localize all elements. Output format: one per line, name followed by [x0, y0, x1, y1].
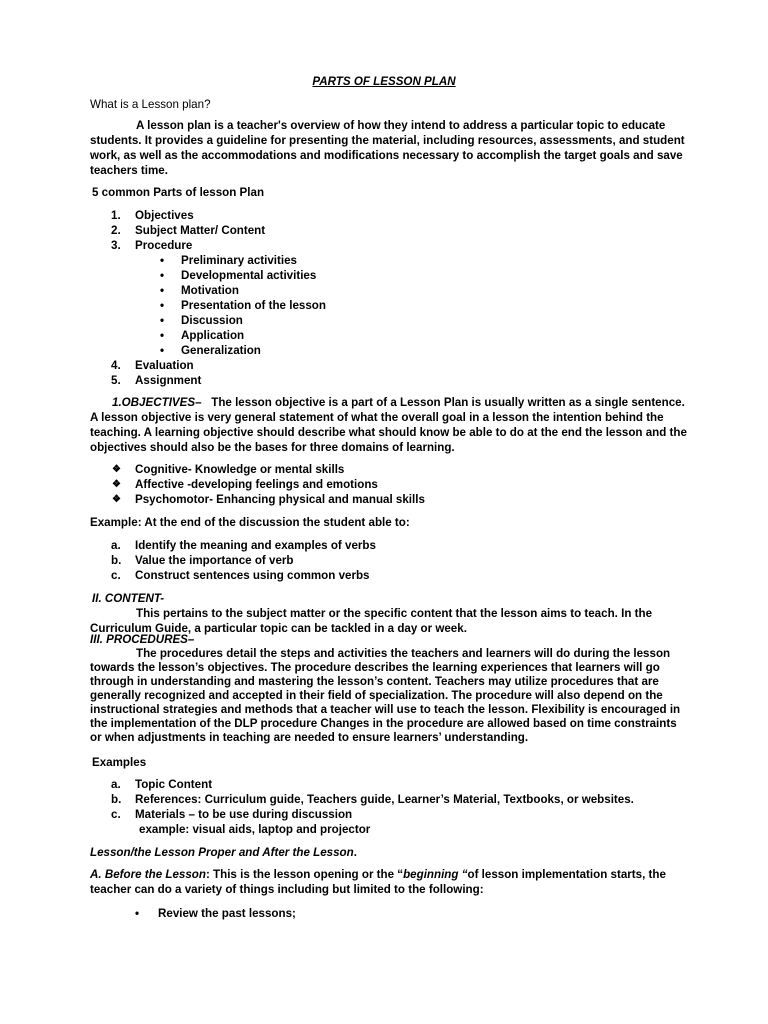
- before-lesson-heading: A. Before the Lesson: [90, 868, 206, 881]
- example-mark: b.: [111, 554, 122, 567]
- procedure-item-text: Developmental activities: [181, 269, 317, 282]
- procedures-heading: III. PROCEDURES–: [90, 633, 195, 646]
- part-number: 5.: [111, 374, 121, 387]
- procedure-sublist: [90, 253, 690, 358]
- examples-text: Materials – to be use during discussion: [135, 808, 353, 821]
- procedure-item: [90, 253, 690, 268]
- domains-list: [90, 462, 690, 507]
- example-mark: a.: [111, 539, 121, 552]
- examples-mark: a.: [111, 778, 121, 791]
- objectives-text: The lesson objective is a part of a Lesson Plan is usually written as a single sentence. A lesson objective is very general statement of what the overall goal in a lesson the intention behind the teaching. A learning objective should describe what should know be able to do at the end the lesson and the objectives should also be the bases for three domains of learning.: [90, 396, 687, 454]
- part-label: Evaluation: [135, 359, 194, 372]
- part-label: Assignment: [135, 374, 202, 387]
- page-title: PARTS OF LESSON PLAN: [312, 75, 456, 88]
- bullet-icon: •: [160, 344, 165, 357]
- procedure-item-text: Discussion: [181, 314, 243, 327]
- example-list: [90, 538, 690, 583]
- before-lesson-item-text: Review the past lessons;: [158, 907, 296, 920]
- lesson-proper-heading-text: Lesson/the Lesson Proper and After the Lesson: [90, 846, 354, 859]
- common-parts-heading-text: 5 common Parts of lesson Plan: [92, 186, 265, 199]
- examples-text: References: Curriculum guide, Teachers guide, Learner’s Material, Textbooks, or websites.: [135, 793, 634, 806]
- bullet-icon: •: [160, 284, 165, 297]
- bullet-icon: •: [160, 254, 165, 267]
- bullet-icon: •: [160, 329, 165, 342]
- definition-paragraph: [90, 118, 690, 178]
- before-lesson-text-1: : This is the lesson opening or the “: [205, 868, 404, 881]
- examples-list: [90, 777, 690, 837]
- materials-example: example: visual aids, laptop and projector: [139, 823, 371, 836]
- example-text: Identify the meaning and examples of verbs: [135, 539, 376, 552]
- examples-item: [90, 807, 690, 822]
- part-item: [90, 358, 690, 373]
- part-number: 4.: [111, 359, 121, 372]
- part-number: 3.: [111, 239, 121, 252]
- definition-text: A lesson plan is a teacher's overview of how they intend to address a particular topic to educate students. It provides a guideline for presenting the material, including resources, assessments, and student work, as well as the accommodations and modifications necessary to accomplish the target goals and save teachers time.: [90, 119, 685, 177]
- domain-item: [90, 462, 690, 477]
- procedures-text: The procedures detail the steps and activities the teachers and learners will do during the lesson towards the lesson’s objectives. The procedure describes the learning experiences that learners will go through in understanding and mastering the lesson’s content. Teachers may utilize procedures that are generally recognized and accepted in their field of specialization. The procedure will also depend on the instructional strategies and methods that a teacher will use to teach the lesson. Flexibility is encouraged in the implementation of the DLP procedure Changes in the procedure are allowed based on time constraints or when adjustments in teaching are needed to ensure learners’ understanding.: [90, 647, 681, 744]
- procedure-item: [90, 283, 690, 298]
- part-item: [90, 238, 690, 358]
- procedure-item-text: Preliminary activities: [181, 254, 297, 267]
- example-text: Construct sentences using common verbs: [135, 569, 370, 582]
- part-label: Objectives: [135, 209, 194, 222]
- domain-item: [90, 492, 690, 507]
- procedures-section: [90, 632, 690, 745]
- bullet-icon: •: [160, 269, 165, 282]
- content-heading: II. CONTENT-: [92, 592, 165, 605]
- diamond-bullet-icon: ❖: [112, 494, 121, 505]
- examples-item: [90, 777, 690, 792]
- part-item: [90, 223, 690, 238]
- example-mark: c.: [111, 569, 121, 582]
- procedure-item: [90, 328, 690, 343]
- part-item: [90, 208, 690, 223]
- example-intro-text: Example: At the end of the discussion the student able to:: [90, 516, 410, 529]
- example-text: Value the importance of verb: [135, 554, 294, 567]
- objectives-heading: 1.OBJECTIVES–: [112, 396, 202, 409]
- before-lesson-text-2: of lesson implementation starts, the teacher can do a variety of things including but limited to the following:: [90, 868, 666, 896]
- procedure-item: [90, 313, 690, 328]
- procedure-item-text: Presentation of the lesson: [181, 299, 326, 312]
- part-label: Procedure: [135, 239, 193, 252]
- question-text: What is a Lesson plan?: [90, 98, 211, 111]
- domain-item: [90, 477, 690, 492]
- examples-item: [90, 792, 690, 807]
- procedure-item: [90, 343, 690, 358]
- lesson-proper-heading: Lesson/the Lesson Proper and After the Lesson.: [90, 846, 357, 859]
- part-label: Subject Matter/ Content: [135, 224, 266, 237]
- example-intro: [90, 515, 690, 530]
- before-lesson-emph: beginning “: [403, 868, 468, 881]
- bullet-icon: •: [160, 314, 165, 327]
- procedure-item-text: Generalization: [181, 344, 261, 357]
- part-item: [90, 373, 690, 388]
- bullet-icon: •: [160, 299, 165, 312]
- domain-text: Affective -developing feelings and emotions: [135, 478, 378, 491]
- examples-label-text: Examples: [92, 756, 147, 769]
- example-item: [90, 538, 690, 553]
- question-heading: [90, 97, 690, 112]
- before-lesson-section: [90, 867, 690, 897]
- domain-text: Psychomotor- Enhancing physical and manual skills: [135, 493, 425, 506]
- example-item: [90, 568, 690, 583]
- common-parts-heading: [92, 185, 692, 200]
- domain-text: Cognitive- Knowledge or mental skills: [135, 463, 345, 476]
- procedure-item-text: Motivation: [181, 284, 239, 297]
- parts-list: [90, 208, 690, 388]
- before-lesson-item: [90, 906, 690, 921]
- bullet-icon: •: [135, 907, 140, 920]
- procedure-item-text: Application: [181, 329, 245, 342]
- examples-label: [92, 755, 692, 770]
- examples-mark: c.: [111, 808, 121, 821]
- objectives-section: [90, 395, 690, 455]
- procedure-item: [90, 268, 690, 283]
- content-text: This pertains to the subject matter or the specific content that the lesson aims to teach. In the Curriculum Guide, a particular topic can be tackled in a day or week.: [90, 607, 653, 635]
- procedure-item: [90, 298, 690, 313]
- before-lesson-list: [90, 906, 690, 921]
- diamond-bullet-icon: ❖: [112, 479, 121, 490]
- example-item: [90, 553, 690, 568]
- part-number: 2.: [111, 224, 121, 237]
- diamond-bullet-icon: ❖: [112, 464, 121, 475]
- examples-mark: b.: [111, 793, 122, 806]
- part-number: 1.: [111, 209, 121, 222]
- examples-text: Topic Content: [135, 778, 213, 791]
- content-section: [90, 591, 690, 636]
